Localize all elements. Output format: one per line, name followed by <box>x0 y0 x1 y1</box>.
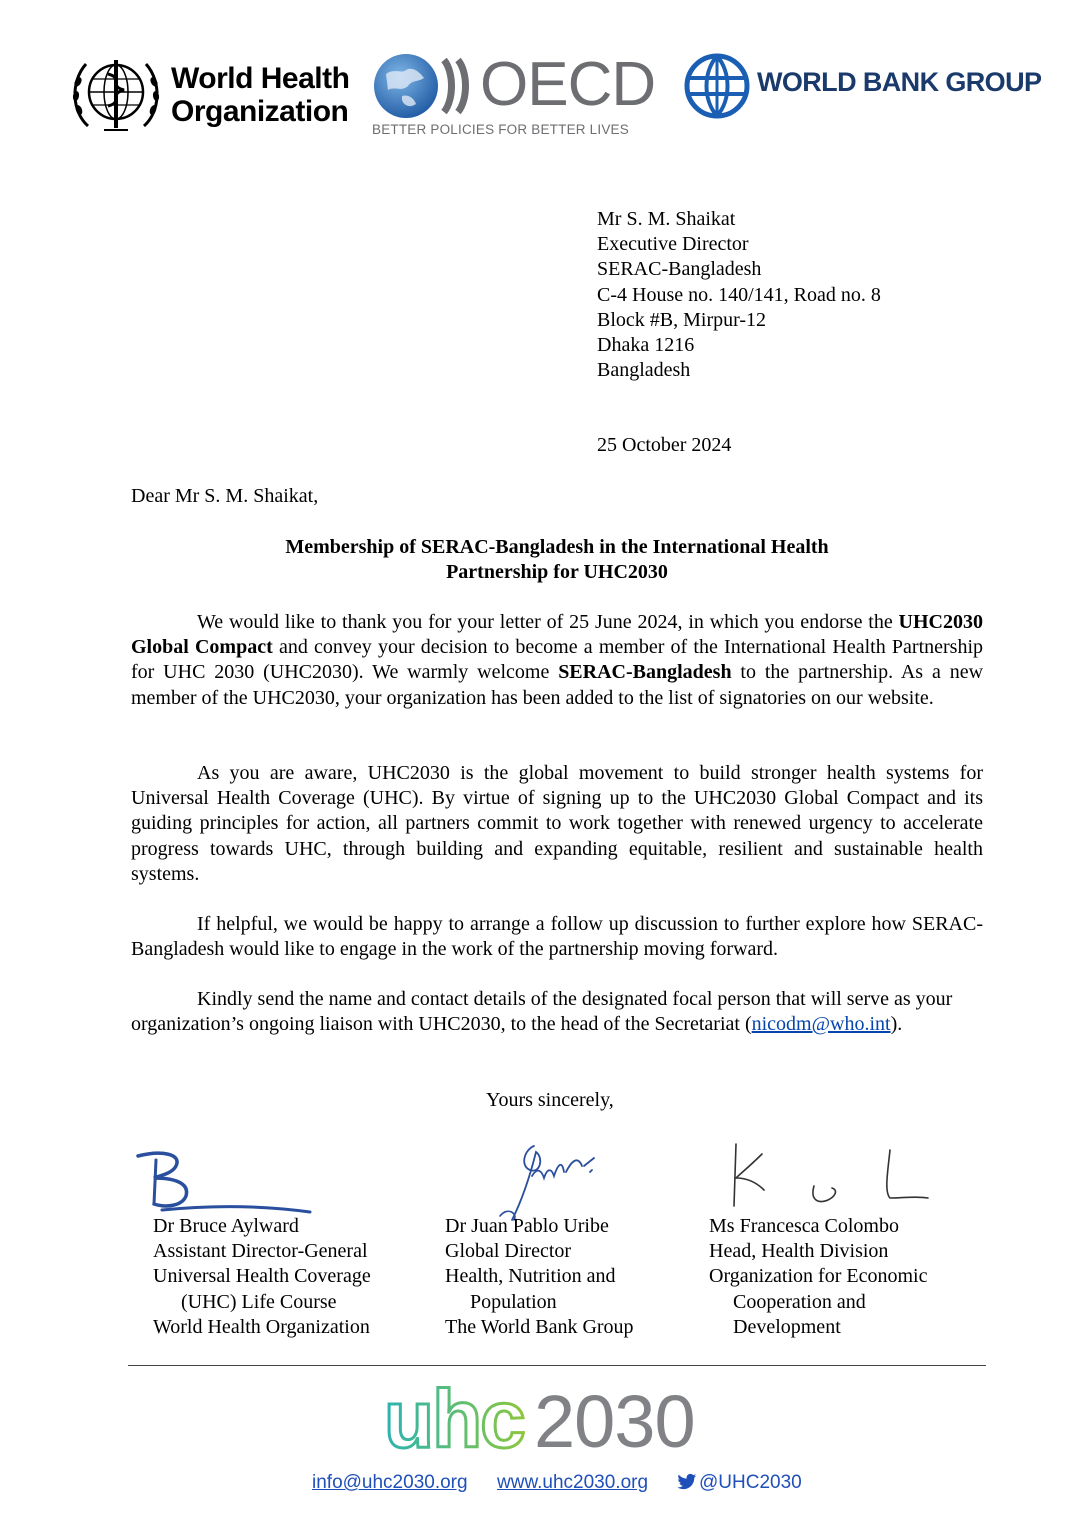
footer-email-link[interactable]: info@uhc2030.org <box>312 1472 468 1493</box>
subject-line1: Membership of SERAC-Bangladesh in the International Health <box>285 536 829 558</box>
signatory-2-line1: Global Director <box>445 1240 572 1263</box>
signatory-2 <box>445 1214 634 1340</box>
letter-date: 25 October 2024 <box>597 434 732 456</box>
oecd-wordmark: OECD <box>480 50 656 119</box>
signatory-1-name: Dr Bruce Aylward <box>153 1215 299 1237</box>
paragraph-1-text-c: to the partnership. As a new member of the UHC2030, your organization has been added to the list of signatories on our website. <box>131 661 984 709</box>
who-logo <box>68 52 353 137</box>
recipient-title: Executive Director <box>597 233 749 256</box>
signatory-3-line1: Head, Health Division <box>709 1240 889 1263</box>
signatory-1-line2: Universal Health Coverage <box>153 1265 371 1288</box>
signatory-1-line1: Assistant Director-General <box>153 1240 368 1263</box>
signatory-2-name: Dr Juan Pablo Uribe <box>445 1215 609 1237</box>
signatory-3-line2: Organization for Economic <box>709 1265 928 1288</box>
signatory-2-line4: The World Bank Group <box>445 1315 634 1338</box>
paragraph-3 <box>131 912 983 962</box>
oecd-tagline: BETTER POLICIES FOR BETTER LIVES <box>372 122 629 137</box>
secretariat-email-link[interactable]: nicodm@who.int <box>751 1013 891 1036</box>
paragraph-1-bold-org: SERAC-Bangladesh <box>558 661 732 684</box>
recipient-address-line2: Block #B, Mirpur-12 <box>597 308 767 331</box>
signature-colombo <box>726 1140 936 1216</box>
paragraph-4 <box>131 987 983 1037</box>
paragraph-1-bold-compact: UHC2030 Global Compact <box>131 611 983 659</box>
who-name-line1: World Health <box>171 62 350 95</box>
salutation: Dear Mr S. M. Shaikat, <box>131 485 319 507</box>
paragraph-1 <box>131 610 983 711</box>
recipient-name: Mr S. M. Shaikat <box>597 208 736 230</box>
signatory-2-line3: Population <box>470 1290 557 1313</box>
world-bank-logo <box>683 52 1042 122</box>
signatory-2-line2: Health, Nutrition and <box>445 1265 616 1288</box>
uhc-year: 2030 <box>534 1380 695 1459</box>
who-emblem-icon <box>68 52 164 136</box>
signatory-3-line3: Cooperation and <box>733 1290 866 1313</box>
recipient-address-line1: C-4 House no. 140/141, Road no. 8 <box>597 283 881 306</box>
paragraph-3-text: If helpful, we would be happy to arrange a follow up discussion to further explore how SERAC-Bangladesh would like to engage in the work of the partnership moving forward. <box>131 913 983 961</box>
recipient-address <box>597 207 881 383</box>
world-bank-globe-icon <box>683 52 751 120</box>
signatory-1 <box>153 1214 371 1340</box>
recipient-country: Bangladesh <box>597 359 691 382</box>
oecd-globe-icon <box>372 52 482 120</box>
oecd-logo <box>372 50 656 142</box>
signatory-1-line4: World Health Organization <box>153 1315 370 1338</box>
subject-line2: Partnership for UHC2030 <box>446 561 668 583</box>
signatory-3-line4: Development <box>733 1315 841 1338</box>
paragraph-1-text-b: and convey your decision to become a member of the International Health Partnership for UHC 2030 (UHC2030). We warmly welcome <box>131 636 983 684</box>
paragraph-4-text-a: Kindly send the name and contact details of the designated focal person that will serve as your organization’s ongoing liaison with UHC2030, to the head of the Secretariat ( <box>131 988 953 1036</box>
paragraph-4-text-b: ). <box>890 1013 903 1036</box>
footer-divider <box>128 1365 986 1366</box>
uhc2030-logo <box>384 1377 704 1459</box>
paragraph-1-text-a: We would like to thank you for your letter of 25 June 2024, in which you endorse the <box>197 611 899 633</box>
recipient-organization: SERAC-Bangladesh <box>597 258 762 281</box>
paragraph-2 <box>131 761 983 887</box>
uhc-wordmark: uhc <box>384 1377 524 1459</box>
signatory-3-name: Ms Francesca Colombo <box>709 1215 899 1237</box>
signatory-3 <box>709 1214 927 1340</box>
world-bank-wordmark: WORLD BANK GROUP <box>757 67 1042 97</box>
subject-heading <box>131 535 983 585</box>
signatory-1-line3: (UHC) Life Course <box>181 1290 337 1313</box>
recipient-city: Dhaka 1216 <box>597 334 695 357</box>
closing: Yours sincerely, <box>486 1089 614 1111</box>
paragraph-2-text: As you are aware, UHC2030 is the global movement to build stronger health systems for Universal Health Coverage (UHC). By virtue of signing up to the UHC2030 Global Compact and its guiding principles for action, all partners commit to work together with renewed urgency to accelerate progress towards UHC, through building and expanding equitable, resilient and sustainable health systems. <box>131 762 983 885</box>
twitter-bird-icon <box>677 1473 697 1491</box>
footer-twitter-handle[interactable]: @UHC2030 <box>699 1472 802 1493</box>
signature-aylward <box>132 1148 322 1224</box>
footer-website-link[interactable]: www.uhc2030.org <box>497 1472 649 1493</box>
who-name-line2: Organization <box>171 95 349 128</box>
